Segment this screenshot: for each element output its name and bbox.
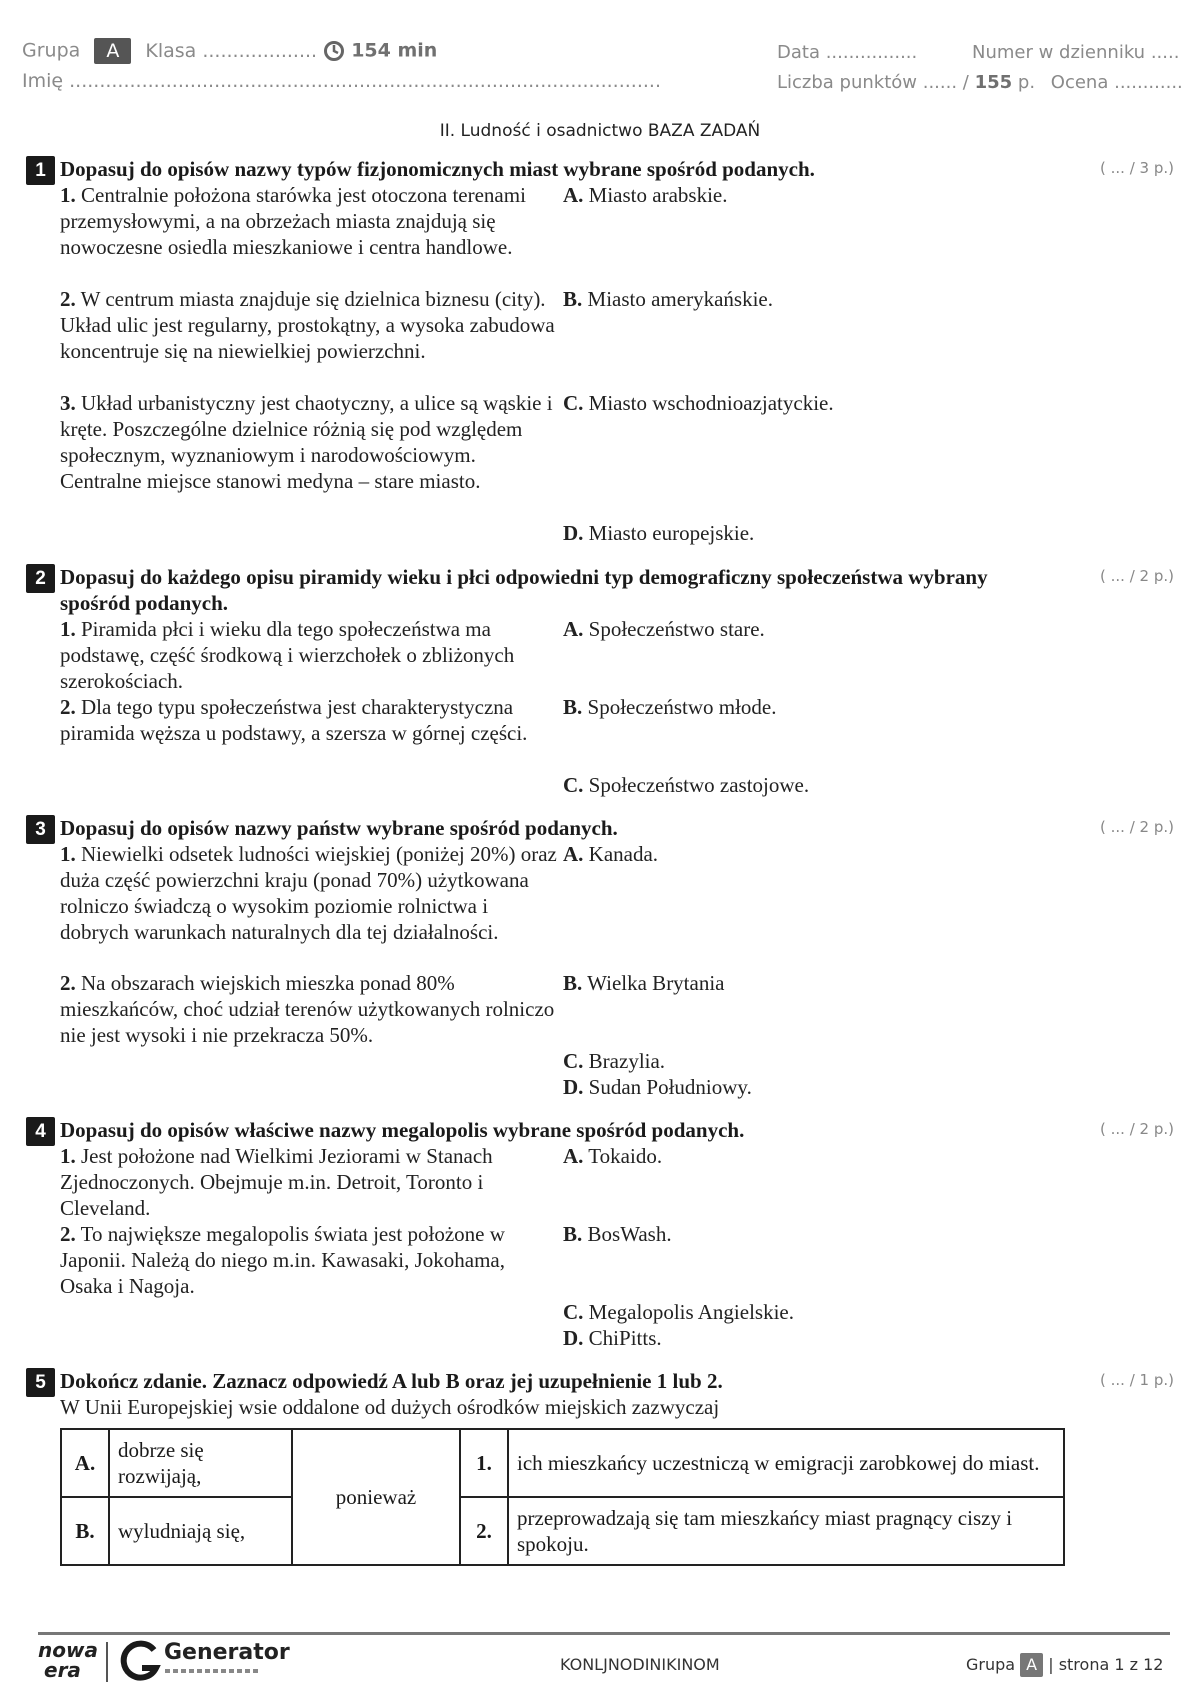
option-b-text[interactable]: wyludniają się, (109, 1497, 292, 1565)
task-3-option-d[interactable]: D. Sudan Południowy. (563, 1075, 752, 1099)
task-4-statement-2: 2. To największe megalopolis świata jest położone w Japonii. Należą do niego m.in. Kawasaki, Jokohama, Osaka i Nagoja. (60, 1222, 505, 1298)
generator-logo-icon (120, 1640, 162, 1684)
task-3-option-a[interactable]: A. Kanada. (563, 842, 659, 866)
nowa-era-logo: nowa era (38, 1638, 98, 1682)
option-1-text[interactable]: ich mieszkańcy uczestniczą w emigracji zarobkowej do miast. (508, 1429, 1064, 1497)
task-1-option-d[interactable]: D. Miasto europejskie. (563, 521, 755, 545)
task-5-title: Dokończ zdanie. Zaznacz odpowiedź A lub B oraz jej uzupełnienie 1 lub 2. (60, 1369, 723, 1393)
task-3-statement-1: 1. Niewielki odsetek ludności wiejskiej (poniżej 20%) oraz duża część powierzchni kraju (ponad 70%) użytkowana rolniczo świadczą o wysokim poziomie rolnictwa i dobrych warunkach naturalnych dla tej działalności. (60, 842, 557, 944)
points-max: 155 (974, 72, 1013, 93)
generator-logo-text: Generator (164, 1640, 290, 1665)
task-3-option-b[interactable]: B. Wielka Brytania (563, 971, 725, 995)
task-2-points: ( ... / 2 p.) (1100, 567, 1174, 585)
task-1-statement-1: 1. Centralnie położona starówka jest otoczona terenami przemysłowymi, a na obrzeżach miasta znajdują się nowoczesne osiedla mieszkaniowe i centra handlowe. (60, 183, 526, 259)
task-4-statement-1: 1. Jest położone nad Wielkimi Jeziorami w Stanach Zjednoczonych. Obejmuje m.in. Detroit, Toronto i Cleveland. (60, 1144, 493, 1220)
task-2-option-a[interactable]: A. Społeczeństwo stare. (563, 617, 765, 641)
task-3-title: Dopasuj do opisów nazwy państw wybrane spośród podanych. (60, 816, 618, 840)
task-4-option-d[interactable]: D. ChiPitts. (563, 1326, 662, 1350)
footer-group-badge: A (1020, 1653, 1043, 1677)
class-field[interactable]: Klasa ................... (145, 39, 318, 62)
task-2-statement-1: 1. Piramida płci i wieku dla tego społeczeństwa ma podstawę, część środkową i wierzchołek o zbliżonych szerokościach. (60, 617, 515, 693)
task-1-title: Dopasuj do opisów nazwy typów fizjonomicznych miast wybrane spośród podanych. (60, 157, 815, 181)
footer-page-info (966, 1653, 1163, 1677)
header-group-row (22, 38, 437, 64)
task-number-1: 1 (26, 156, 55, 185)
task-4-option-b[interactable]: B. BosWash. (563, 1222, 672, 1246)
option-2-text[interactable]: przeprowadzają się tam mieszkańcy miast pragnący ciszy i spokoju. (508, 1497, 1064, 1565)
task-4-points: ( ... / 2 p.) (1100, 1120, 1174, 1138)
points-suffix: p. (1017, 72, 1036, 93)
task-5-intro: W Unii Europejskiej wsie oddalone od dużych ośrodków miejskich zazwyczaj (60, 1395, 720, 1419)
task-1-option-b[interactable]: B. Miasto amerykańskie. (563, 287, 773, 311)
task-1-statement-2: 2. W centrum miasta znajduje się dzielnica biznesu (city). Układ ulic jest regularny, prostokątny, a wysoka zabudowa koncentruje się na niewielkiej powierzchni. (60, 287, 555, 363)
task-2-option-c[interactable]: C. Społeczeństwo zastojowe. (563, 773, 810, 797)
generator-tagline-bar (165, 1669, 261, 1673)
task-number-3: 3 (26, 815, 55, 844)
option-b-label[interactable]: B. (61, 1497, 109, 1565)
name-field[interactable]: Imię .................................................................................................. (22, 70, 661, 92)
page-number: | strona 1 z 12 (1048, 1655, 1164, 1674)
task-1-option-a[interactable]: A. Miasto arabskie. (563, 183, 728, 207)
task-1-statement-3: 3. Układ urbanistyczny jest chaotyczny, a ulice są wąskie i kręte. Poszczególne dzielnice różnią się pod względem społecznym, wyznaniowym i narodowościowym. Centralne miejsce stanowi medyna – stare miasto. (60, 391, 553, 493)
task-number-4: 4 (26, 1117, 55, 1146)
option-a-label[interactable]: A. (61, 1429, 109, 1497)
task-3-option-c[interactable]: C. Brazylia. (563, 1049, 666, 1073)
task-2-option-b[interactable]: B. Społeczeństwo młode. (563, 695, 777, 719)
logo-separator (106, 1642, 108, 1682)
task-1-points: ( ... / 3 p.) (1100, 159, 1174, 177)
journal-number-field[interactable]: Numer w dzienniku ..... (972, 42, 1180, 63)
clock-icon (323, 40, 345, 62)
task-5-points: ( ... / 1 p.) (1100, 1371, 1174, 1389)
task-number-2: 2 (26, 564, 55, 593)
task-3-points: ( ... / 2 p.) (1100, 818, 1174, 836)
group-badge: A (94, 38, 131, 64)
task-number-5: 5 (26, 1368, 55, 1397)
group-label: Grupa (22, 39, 81, 62)
option-1-label[interactable]: 1. (460, 1429, 508, 1497)
task-1-option-c[interactable]: C. Miasto wschodnioazjatyckie. (563, 391, 834, 415)
task-4-option-a[interactable]: A. Tokaido. (563, 1144, 663, 1168)
task-4-title: Dopasuj do opisów właściwe nazwy megalopolis wybrane spośród podanych. (60, 1118, 745, 1142)
task-2-title: Dopasuj do każdego opisu piramidy wieku i płci odpowiedni typ demograficzny społeczeństwa wybrany spośród podanych. (60, 565, 988, 615)
task-5-table (60, 1428, 1065, 1566)
connector-cell: ponieważ (292, 1429, 460, 1565)
footer-group-label: Grupa (966, 1655, 1016, 1674)
points-label: Liczba punktów ...... / (777, 72, 969, 93)
footer-divider (38, 1632, 1170, 1635)
page-title: II. Ludność i osadnictwo BAZA ZADAŃ (439, 121, 761, 141)
option-2-label[interactable]: 2. (460, 1497, 508, 1565)
date-field[interactable]: Data ................ (777, 42, 918, 63)
points-field[interactable] (777, 72, 1183, 93)
option-a-text[interactable]: dobrze się rozwijają, (109, 1429, 292, 1497)
test-code: KONLJNODINIKINOM (560, 1655, 720, 1674)
grade-field[interactable]: Ocena ............ (1050, 72, 1183, 93)
task-2-statement-2: 2. Dla tego typu społeczeństwa jest charakterystyczna piramida węższa u podstawy, a szersza w górnej części. (60, 695, 528, 745)
task-4-option-c[interactable]: C. Megalopolis Angielskie. (563, 1300, 794, 1324)
time-limit: 154 min (351, 39, 438, 62)
task-3-statement-2: 2. Na obszarach wiejskich mieszka ponad 80% mieszkańców, choć udział terenów użytkowanych rolniczo nie jest wysoki i nie przekracza 50%. (60, 971, 555, 1047)
